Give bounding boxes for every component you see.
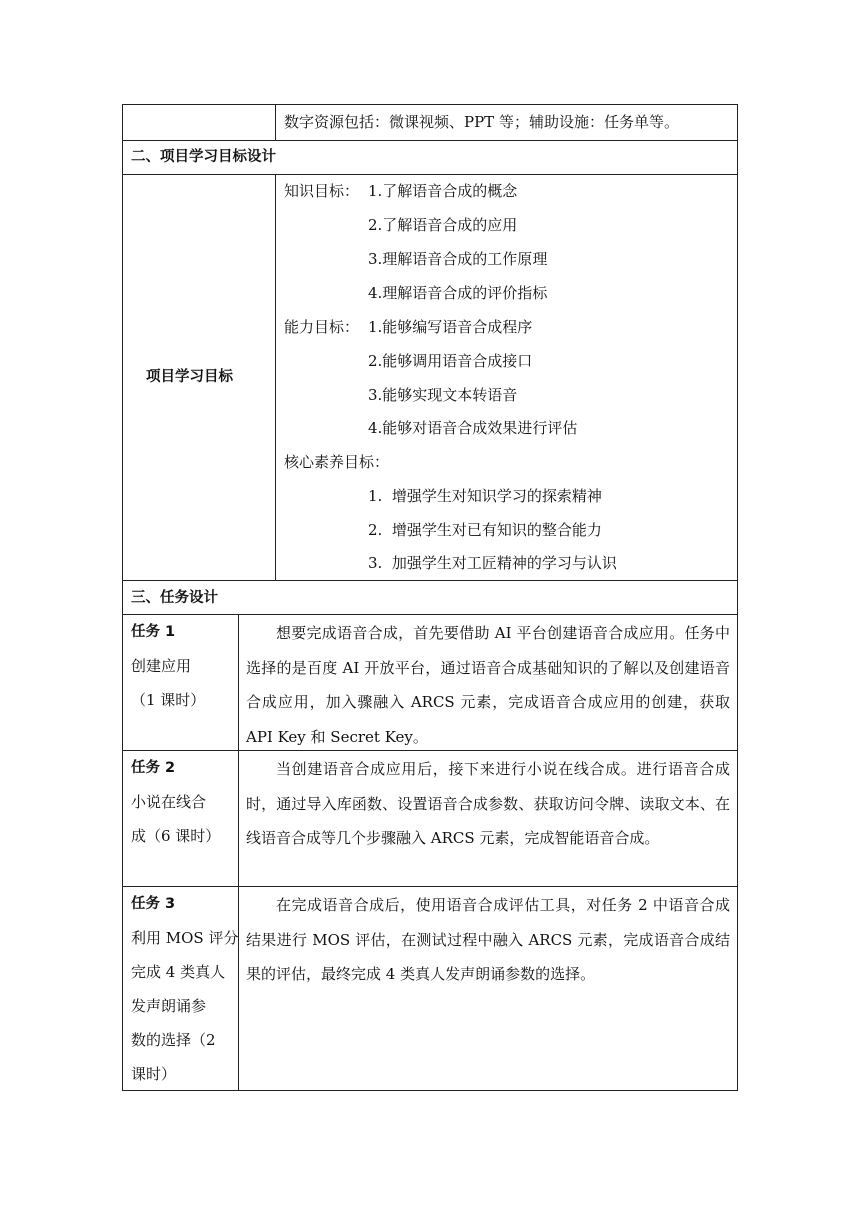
task-hours: （1 课时） (131, 691, 206, 709)
task-description: 想要完成语音合成，首先要借助 AI 平台创建语音合成应用。任务中选择的是百度 AI 开放平台，通过语音合成基础知识的了解以及创建语音合成应用，加入骤融入 ARCS 元素，完成语音合成应用的创建，获取 API Key 和 Secret Key。 (246, 624, 730, 746)
ability-goal-item: 4.能够对语音合成效果进行评估 (368, 419, 578, 437)
task-hours: 课时） (131, 1065, 177, 1083)
table-border (238, 614, 239, 1090)
task-name: 完成 4 类真人 (131, 963, 226, 981)
task-title: 任务 3 (131, 896, 176, 912)
table-border (122, 1090, 738, 1091)
core-literacy-label: 核心素养目标： (284, 453, 390, 471)
core-literacy-item: 3. 加强学生对工匠精神的学习与认识 (368, 554, 617, 572)
ability-goal-item: 3.能够实现文本转语音 (368, 386, 518, 404)
core-literacy-item: 2. 增强学生对已有知识的整合能力 (368, 521, 602, 539)
table-border (275, 104, 276, 140)
table-border (122, 580, 738, 581)
knowledge-goal-item: 4.理解语音合成的评价指标 (368, 284, 548, 302)
task-name: 成（6 课时） (131, 827, 221, 845)
task-description: 在完成语音合成后，使用语音合成评估工具，对任务 2 中语音合成结果进行 MOS 评估，在测试过程中融入 ARCS 元素，完成语音合成结果的评估，最终完成 4 类真人发声朗诵参数的选择。 (246, 896, 730, 984)
ability-goal-item: 2.能够调用语音合成接口 (368, 352, 533, 370)
section-heading-goals: 二、项目学习目标设计 (131, 149, 276, 165)
table-border (122, 104, 123, 1091)
table-border (122, 614, 738, 615)
table-border (737, 104, 738, 1091)
task-title: 任务 1 (131, 624, 176, 640)
table-border (122, 886, 738, 887)
knowledge-goal-item: 1.了解语音合成的概念 (368, 182, 518, 200)
table-border (122, 174, 738, 175)
task-name: 发声朗诵参 (131, 997, 207, 1015)
ability-goal-label: 能力目标： (284, 318, 360, 336)
table-border (122, 104, 738, 105)
task-name: 小说在线合 (131, 793, 207, 811)
table-border (122, 140, 738, 141)
section-heading-tasks: 三、任务设计 (131, 590, 218, 606)
goals-row-label: 项目学习目标 (146, 369, 233, 385)
knowledge-goal-item: 2.了解语音合成的应用 (368, 216, 518, 234)
task-name: 利用 MOS 评分 (131, 929, 239, 947)
knowledge-goal-label: 知识目标： (284, 182, 360, 200)
resources-text: 数字资源包括：微课视频、PPT 等；辅助设施：任务单等。 (284, 113, 679, 131)
task-title: 任务 2 (131, 760, 176, 776)
core-literacy-item: 1. 增强学生对知识学习的探索精神 (368, 487, 602, 505)
task-name: 创建应用 (131, 657, 192, 675)
ability-goal-item: 1.能够编写语音合成程序 (368, 318, 533, 336)
table-border (275, 174, 276, 580)
knowledge-goal-item: 3.理解语音合成的工作原理 (368, 250, 548, 268)
task-name: 数的选择（2 (131, 1031, 216, 1049)
task-description: 当创建语音合成应用后，接下来进行小说在线合成。进行语音合成时，通过导入库函数、设置语音合成参数、获取访问令牌、读取文本、在线语音合成等几个步骤融入 ARCS 元素，完成智能语音合成。 (246, 760, 730, 848)
